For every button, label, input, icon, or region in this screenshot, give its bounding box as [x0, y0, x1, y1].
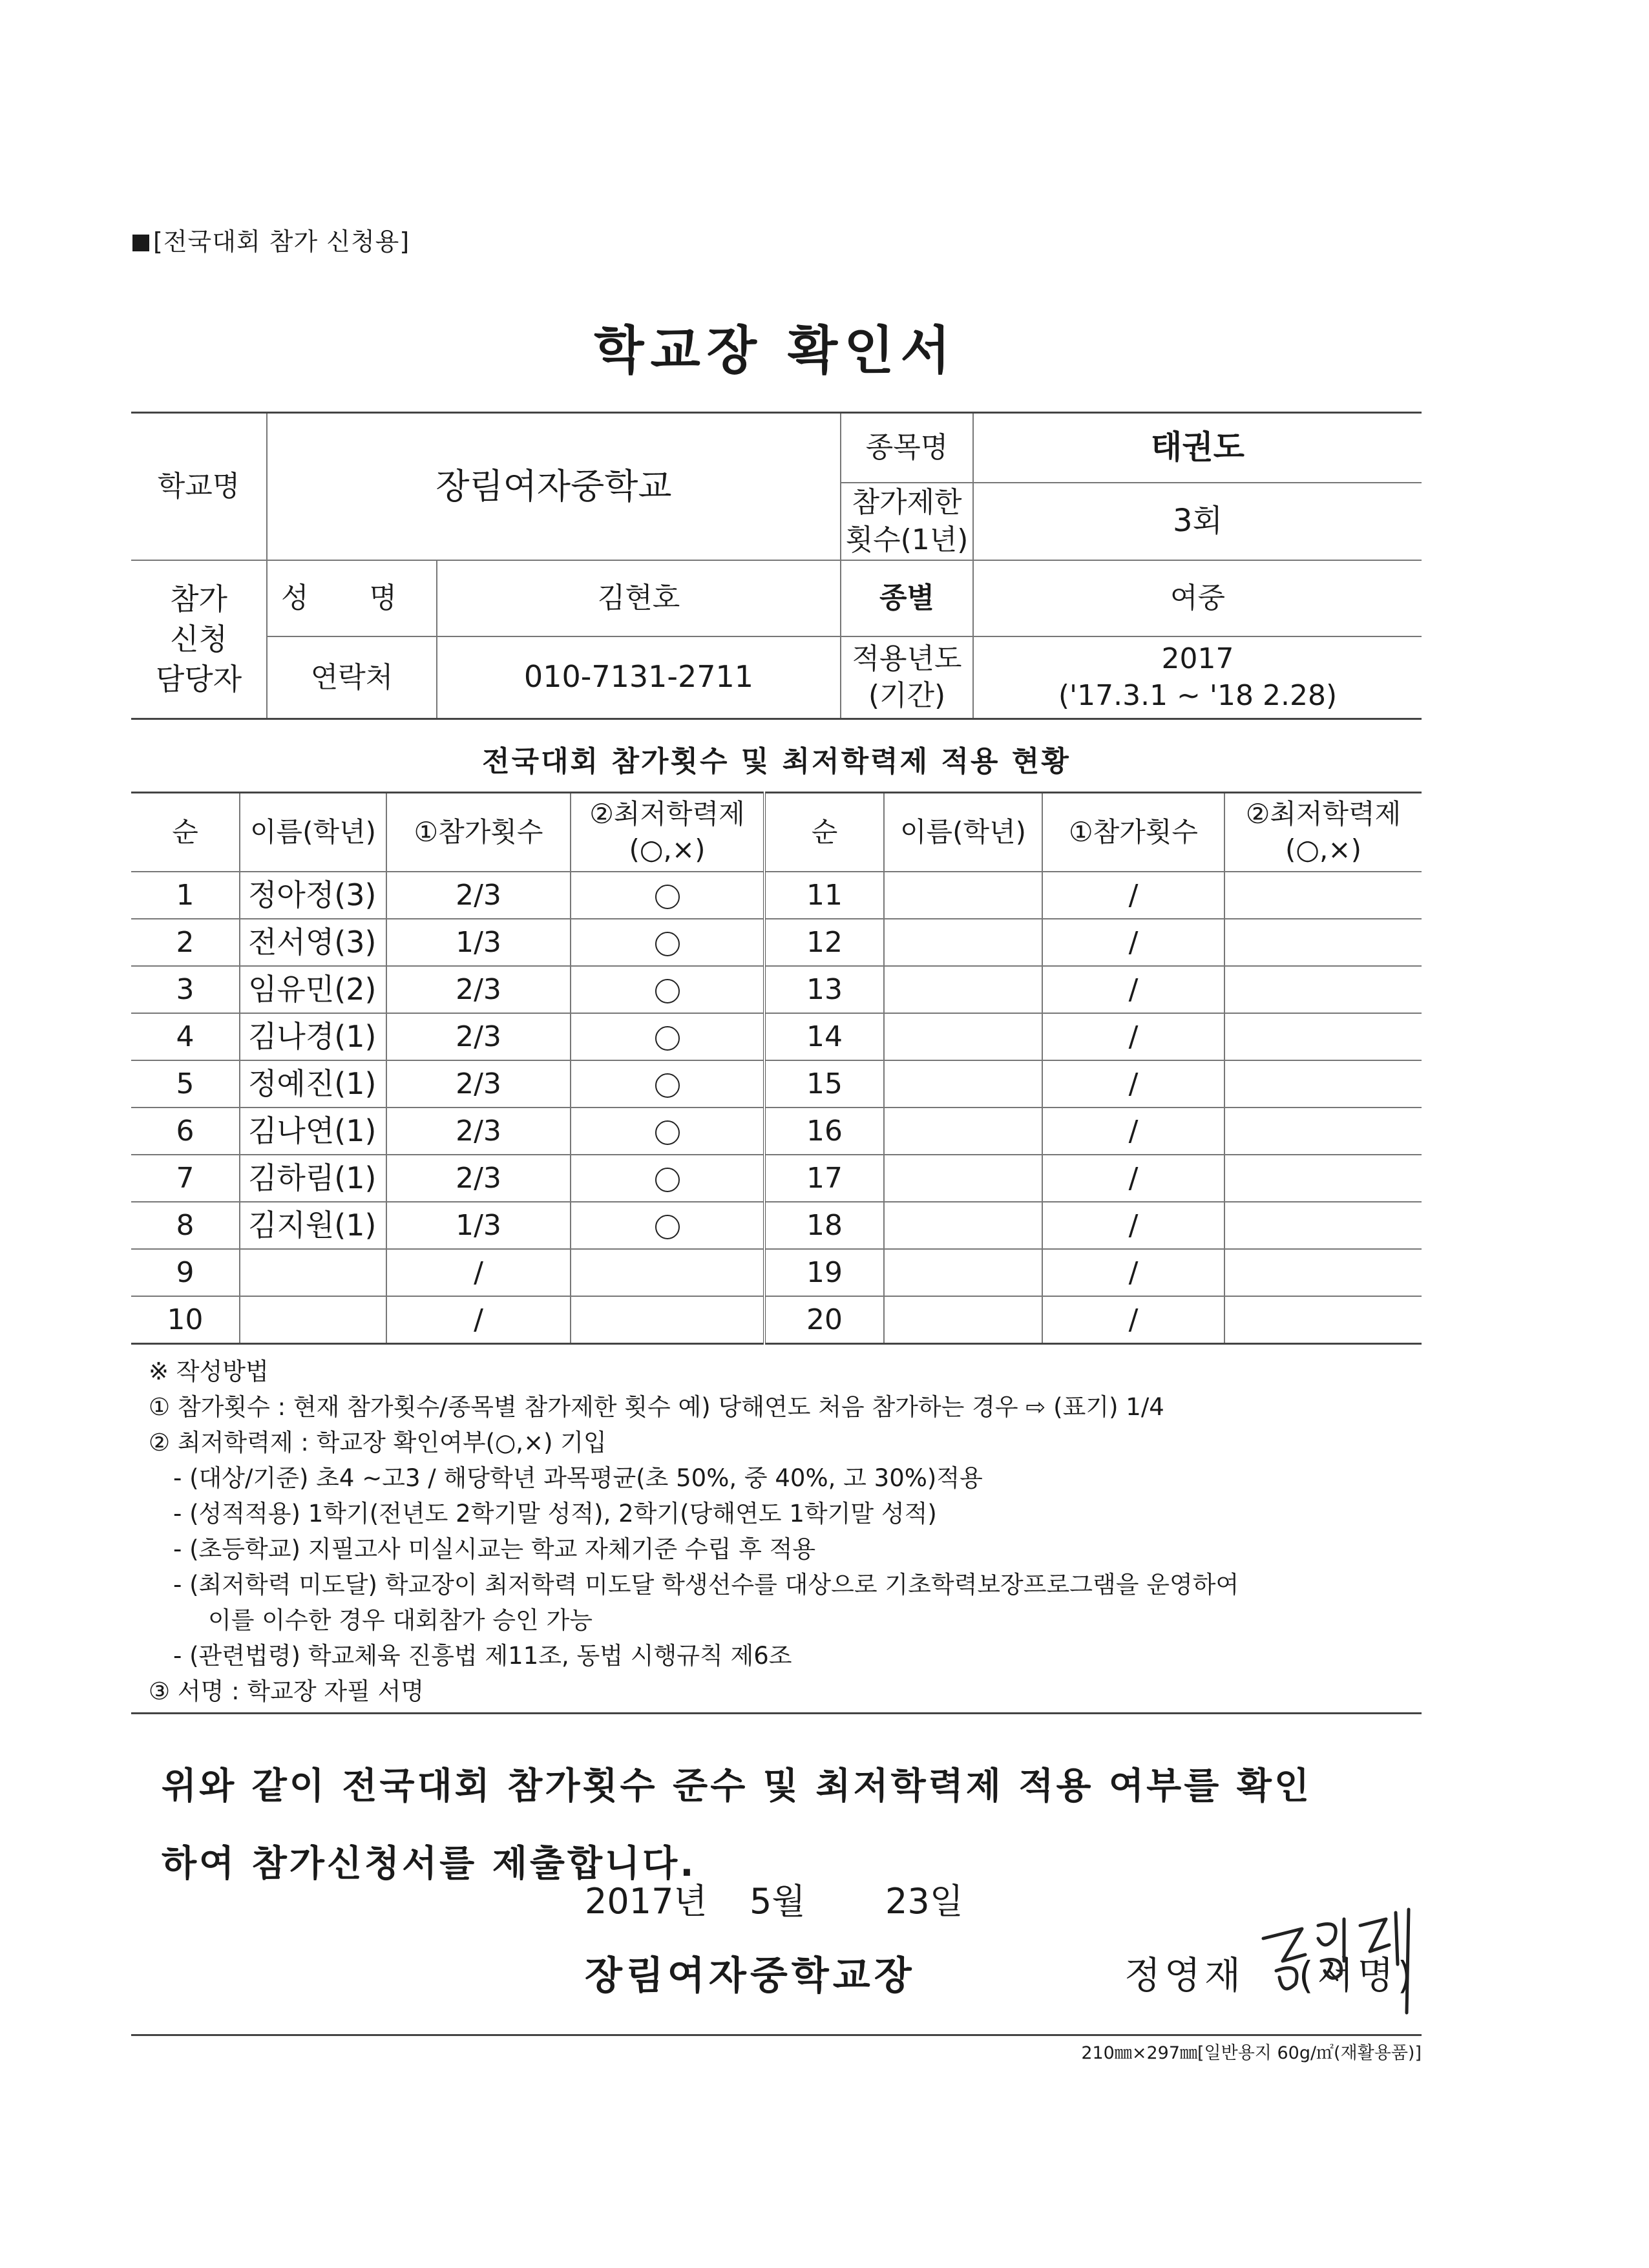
header-academic: [571, 793, 764, 872]
header-count: ①참가횟수: [1042, 793, 1224, 872]
table-row: [131, 872, 1422, 919]
year-label-line2: (기간): [868, 679, 946, 713]
participation-count: /: [386, 1296, 571, 1344]
academic-cell: [1224, 1013, 1422, 1060]
table-row: [131, 1296, 1422, 1344]
student-name: [884, 1249, 1042, 1296]
statement-line1: 위와 같이 전국대회 참가횟수 준수 및 최저학력제 적용 여부를 확인: [162, 1765, 1312, 1807]
manager-label-line2: 신청: [170, 622, 227, 657]
header-name: 이름(학년): [240, 793, 386, 872]
row-number: 1: [131, 872, 240, 919]
divider: [131, 1712, 1422, 1714]
participation-count: /: [1042, 1013, 1224, 1060]
row-number: 4: [131, 1013, 240, 1060]
participation-count: 1/3: [386, 1202, 571, 1249]
principal-name: 정영재: [1124, 1953, 1245, 1997]
sign-label: (서명): [1299, 1953, 1416, 1997]
header-academic-line2: (○,×): [1285, 834, 1361, 865]
sport-label: 종목명: [841, 413, 973, 483]
year-label: [841, 636, 973, 719]
note-line: - (최저학력 미도달) 학교장이 최저학력 미도달 학생선수를 대상으로 기초학력보장프로그램을 운영하여: [173, 1571, 1239, 1599]
row-number: 12: [764, 919, 884, 966]
circle-mark-icon: [655, 1026, 680, 1051]
row-number: 6: [131, 1108, 240, 1155]
participation-count: /: [1042, 1249, 1224, 1296]
academic-cell: [1224, 1296, 1422, 1344]
note-line: ③ 서명 : 학교장 자필 서명: [149, 1677, 425, 1705]
participation-count: 1/3: [386, 919, 571, 966]
academic-cell: [571, 1249, 764, 1296]
school-value: 장림여자중학교: [267, 413, 841, 560]
circle-mark-icon: [655, 885, 680, 909]
handwritten-signature: [1257, 1900, 1425, 2016]
header-academic: [1224, 793, 1422, 872]
square-bullet-icon: [132, 235, 149, 251]
participation-count: 2/3: [386, 1060, 571, 1108]
participation-count: /: [1042, 1202, 1224, 1249]
category-value: 여중: [973, 560, 1422, 636]
form-tag-text: [전국대회 참가 신청용]: [153, 227, 410, 256]
participation-count: /: [1042, 966, 1224, 1013]
circle-mark-icon: [655, 932, 680, 956]
instructions: [149, 1354, 1422, 1709]
table-row: [131, 1249, 1422, 1296]
status-title: 전국대회 참가횟수 및 최저학력제 적용 현황: [482, 745, 1071, 778]
academic-cell: [571, 1296, 764, 1344]
date-day: 23일: [885, 1881, 963, 1922]
student-name: 전서영(3): [240, 919, 386, 966]
date-month: 5월: [750, 1881, 806, 1922]
header-academic-line1: ②최저학력제: [589, 798, 745, 830]
header-no: 순: [131, 793, 240, 872]
academic-cell: [571, 1013, 764, 1060]
manager-label: [131, 560, 267, 719]
row-number: 7: [131, 1155, 240, 1202]
circle-mark-icon: [655, 1073, 680, 1098]
limit-label-line1: 참가제한: [852, 486, 962, 520]
participation-count: 2/3: [386, 966, 571, 1013]
contact-value: 010-7131-2711: [437, 636, 841, 719]
period-value: ('17.3.1 ~ '18 2.28): [1058, 679, 1338, 713]
student-name: 김나경(1): [240, 1013, 386, 1060]
student-name: [884, 1296, 1042, 1344]
student-name: [884, 1060, 1042, 1108]
academic-cell: [1224, 1060, 1422, 1108]
participation-count: /: [1042, 1155, 1224, 1202]
date-year: 2017년: [585, 1881, 708, 1922]
row-number: 14: [764, 1013, 884, 1060]
row-number: 11: [764, 872, 884, 919]
table-row: [131, 1202, 1422, 1249]
contact-label: 연락처: [267, 636, 437, 719]
row-number: 18: [764, 1202, 884, 1249]
header-no: 순: [764, 793, 884, 872]
circle-mark-icon: [655, 1120, 680, 1145]
row-number: 2: [131, 919, 240, 966]
note-line: - (대상/기준) 초4 ~고3 / 해당학년 과목평균(초 50%, 중 40%, 고 30%)적용: [173, 1464, 983, 1492]
table-row: [131, 1060, 1422, 1108]
form-tag: [132, 222, 410, 257]
academic-cell: [571, 1108, 764, 1155]
year-label-line1: 적용년도: [852, 642, 962, 676]
student-name: 임유민(2): [240, 966, 386, 1013]
paper-spec: 210㎜×297㎜[일반용지 60g/㎡(재활용품)]: [1081, 2043, 1422, 2063]
note-line: - (초등학교) 지필고사 미실시교는 학교 자체기준 수립 후 적용: [173, 1535, 816, 1563]
header-academic-line1: ②최저학력제: [1245, 798, 1402, 830]
row-number: 8: [131, 1202, 240, 1249]
academic-cell: [1224, 966, 1422, 1013]
row-number: 3: [131, 966, 240, 1013]
row-number: 15: [764, 1060, 884, 1108]
participation-count: /: [1042, 872, 1224, 919]
principal-title: 장림여자중학교장: [585, 1953, 916, 1999]
student-name: [884, 1108, 1042, 1155]
student-name: 김지원(1): [240, 1202, 386, 1249]
participation-count: 2/3: [386, 1108, 571, 1155]
table-row: [131, 966, 1422, 1013]
student-name: 김하림(1): [240, 1155, 386, 1202]
year-value: [973, 636, 1422, 719]
student-name: 정예진(1): [240, 1060, 386, 1108]
header-count: ①참가횟수: [386, 793, 571, 872]
student-name: 정아정(3): [240, 872, 386, 919]
limit-label: [841, 483, 973, 560]
academic-cell: [1224, 1155, 1422, 1202]
circle-mark-icon: [655, 1215, 680, 1239]
sport-value: 태권도: [973, 413, 1422, 483]
academic-cell: [571, 1060, 764, 1108]
row-number: 16: [764, 1108, 884, 1155]
participation-count: /: [1042, 1060, 1224, 1108]
limit-value: 3회: [973, 483, 1422, 560]
student-name: [884, 919, 1042, 966]
row-number: 19: [764, 1249, 884, 1296]
row-number: 5: [131, 1060, 240, 1108]
page-title: 학교장 확인서: [594, 320, 957, 381]
note-line: 이를 이수한 경우 대회참가 승인 가능: [208, 1606, 593, 1634]
academic-cell: [1224, 919, 1422, 966]
row-number: 10: [131, 1296, 240, 1344]
table-row: [131, 1155, 1422, 1202]
participation-count: /: [1042, 1296, 1224, 1344]
circle-mark-icon: [655, 1168, 680, 1192]
academic-cell: [571, 966, 764, 1013]
table-row: [131, 919, 1422, 966]
circle-mark-icon: [655, 979, 680, 1003]
participation-count: 2/3: [386, 872, 571, 919]
academic-cell: [571, 1155, 764, 1202]
table-row: [131, 1108, 1422, 1155]
note-line: - (성적적용) 1학기(전년도 2학기말 성적), 2학기(당해연도 1학기말 성적): [173, 1500, 937, 1528]
status-table-body: [131, 872, 1422, 1344]
manager-label-line3: 담당자: [155, 662, 242, 697]
name-value: 김현호: [437, 560, 841, 636]
participation-count: /: [1042, 1108, 1224, 1155]
student-name: [884, 966, 1042, 1013]
info-table: [131, 412, 1422, 720]
student-name: 김나연(1): [240, 1108, 386, 1155]
academic-cell: [571, 919, 764, 966]
student-name: [884, 1202, 1042, 1249]
note-line: - (관련법령) 학교체육 진흥법 제11조, 동법 시행규칙 제6조: [173, 1642, 792, 1670]
category-label: 종별: [841, 560, 973, 636]
student-name: [884, 1155, 1042, 1202]
participation-count: 2/3: [386, 1013, 571, 1060]
note-line: ② 최저학력제 : 학교장 확인여부(○,×) 기입: [149, 1429, 607, 1456]
notes-heading: ※ 작성방법: [149, 1358, 269, 1385]
participation-count: /: [386, 1249, 571, 1296]
note-line: ① 참가횟수 : 현재 참가횟수/종목별 참가제한 횟수 예) 당해연도 처음 참가하는 경우 ⇨ (표기) 1/4: [149, 1393, 1164, 1421]
school-label: 학교명: [131, 413, 267, 560]
student-name: [240, 1249, 386, 1296]
academic-cell: [1224, 872, 1422, 919]
student-name: [884, 1013, 1042, 1060]
row-number: 17: [764, 1155, 884, 1202]
limit-label-line2: 횟수(1년): [845, 523, 969, 556]
academic-cell: [1224, 1108, 1422, 1155]
participation-count: /: [1042, 919, 1224, 966]
name-label: 성 명: [267, 560, 437, 636]
footer-divider: [131, 2034, 1422, 2036]
header-name: 이름(학년): [884, 793, 1042, 872]
row-number: 20: [764, 1296, 884, 1344]
academic-cell: [571, 872, 764, 919]
student-name: [240, 1296, 386, 1344]
header-academic-line2: (○,×): [629, 834, 706, 865]
status-table: [131, 792, 1422, 1345]
row-number: 13: [764, 966, 884, 1013]
participation-count: 2/3: [386, 1155, 571, 1202]
row-number: 9: [131, 1249, 240, 1296]
academic-cell: [1224, 1202, 1422, 1249]
manager-label-line1: 참가: [170, 582, 227, 617]
statement-line2: 하여 참가신청서를 제출합니다.: [162, 1843, 697, 1885]
student-name: [884, 872, 1042, 919]
academic-cell: [571, 1202, 764, 1249]
year-value-text: 2017: [1161, 642, 1234, 676]
academic-cell: [1224, 1249, 1422, 1296]
table-row: [131, 1013, 1422, 1060]
